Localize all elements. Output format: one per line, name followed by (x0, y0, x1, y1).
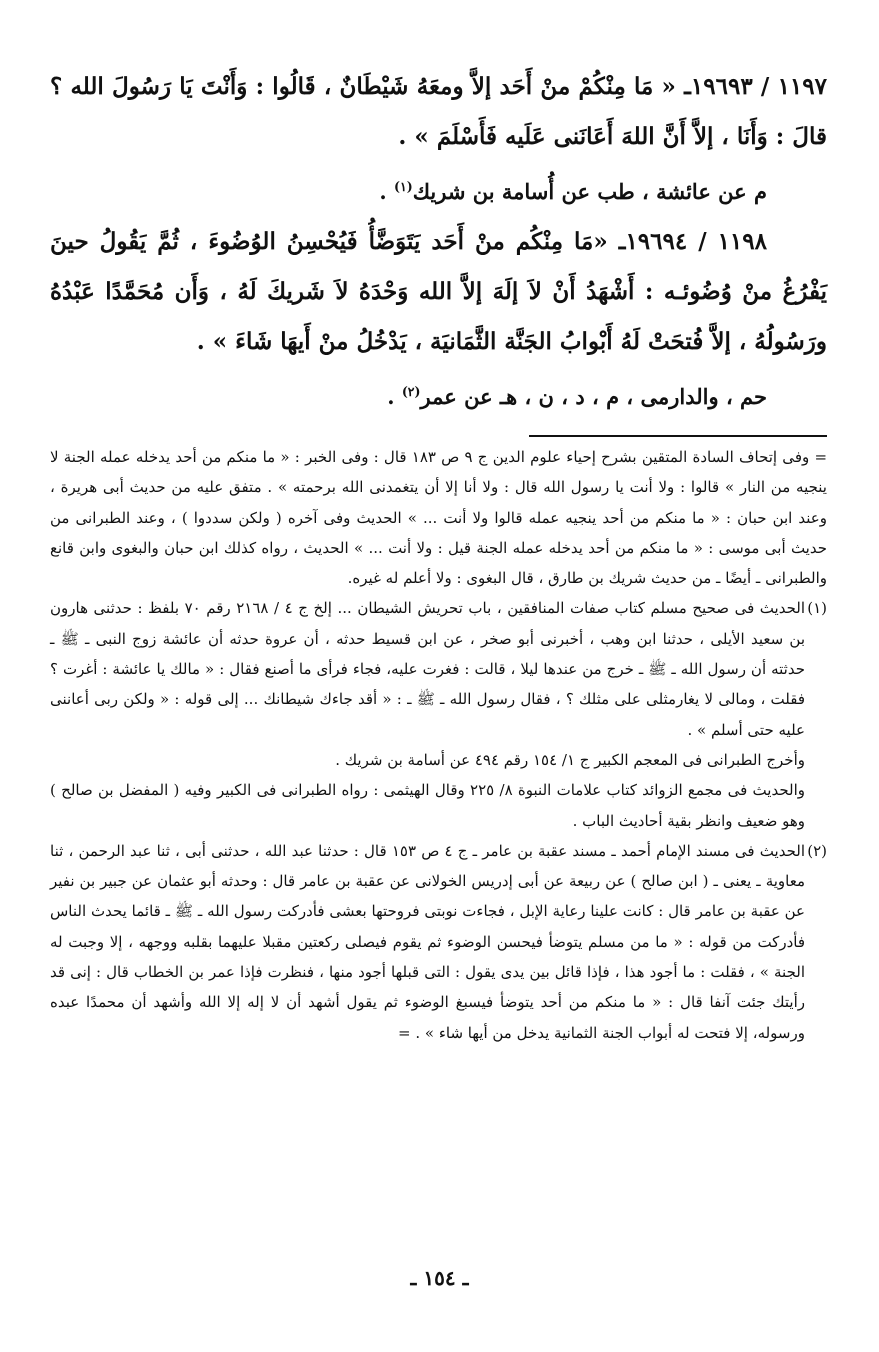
footnotes (50, 442, 827, 1048)
hadith-1197-source-end: . (379, 179, 394, 204)
footnote-1-number: (١) (807, 599, 827, 618)
footnote-2 (50, 836, 827, 1048)
hadith-1197-source-text: م عن عائشة ، طب عن أُسامة بن شريك (412, 179, 767, 204)
page-number: ـ ١٥٤ ـ (410, 1266, 469, 1290)
main-text (50, 62, 827, 422)
footnote-1-paragraph-3: والحديث فى مجمع الزوائد كتاب علامات النبوة ٨/ ٢٢٥ وقال الهيثمى : رواه الطبرانى فى الكبير وفيه ( المفضل بن صالح ) وهو ضعيف وانظر بقية أحاديث الباب . (50, 781, 806, 830)
hadith-1198-source (50, 367, 827, 422)
hadith-1198-text: ١١٩٨ / ١٩٦٩٤ـ «مَا مِنْكُم منْ أَحَد يَتَوَضَّأُ فَيُحْسِنُ الوُضُوءَ ، ثُمَّ يَقُولُ حينَ يَفْرُغُ منْ وُضُوئـه : أَشْهَدُ أَنْ لاَ إلَهَ إلاَّ الله وَحْدَهُ لاَ شَريكَ لَهُ ، وَأَن مُحَمَّدًا عَبْدُهُ ورَسُولُهُ ، إلاَّ فُتحَتْ لَهُ أَبْوابُ الجَنَّة الثَّمَانيَة ، يَدْخُلُ منْ أَيهَا شَاءَ » . (50, 228, 827, 355)
footnote-divider (529, 435, 827, 437)
hadith-1198-source-text: حم ، والدارمى ، م ، د ، ن ، هـ عن عمر (420, 384, 767, 409)
footnote-ref-2: (٢) (401, 384, 421, 399)
footnote-2-text: الحديث فى مسند الإمام أحمد ـ مسند عقبة بن عامر ـ ج ٤ ص ١٥٣ قال : حدثنا عبد الله ، حدثنى أبى ، ثنا عبد الرحمن ، ثنا معاوية ـ يعنى ـ ( ابن صالح ) عن ربيعة عن أبى إدريس الخولانى عن عقبة بن عامر قال : وحدثه أبو عثمان عن جبير بن نفير عن عقبة بن عامر قال : كانت علينا رعاية الإبل ، فجاءت نوبتى فروحتها بعشى فأدركت رسول الله ـ ﷺ ـ قائما يحدث الناس فأدركت من قوله : « ما من مسلم يتوضأ فيحسن الوضوء ثم يقوم فيصلى ركعتين مقبلا عليهما بقلبه ووجهه ، إلا وجبت له الجنة » ، فقلت : ما أجود هذا ، فإذا قائل بين يدى يقول : التى قبلها أجود منها ، فنظرت فإذا عمر بن الخطاب قال : إنى قد رأيتك جئت آنفا قال : « ما منكم من أحد يتوضأ فيسبغ الوضوء ثم يقول أشهد أن لا إله إلا الله وأشهد أن محمدًا عبده ورسوله، إلا فتحت له أبواب الجنة الثمانية يدخل من أيها شاء » . = (50, 841, 805, 1042)
footnote-1-text: الحديث فى صحيح مسلم كتاب صفات المنافقين ، باب تحريش الشيطان ... إلخ ج ٤ / ٢١٦٨ رقم ٧٠ بلفظ : حدثنى هارون بن سعيد الأيلى ، حدثنا ابن وهب ، أخبرنى أبو صخر ، عن ابن قسيط حدثه ، أن عروة حدثه أن عائشة زوج النبى ـ ﷺ ـ حدثته أن رسول الله ـ ﷺ ـ خرج من عندها ليلا ، قالت : فغرت عليه، فجاء فرأى ما أصنع فقال : « مالك يا عائشة : أغرت ؟ فقلت ، ومالى لا يغارمثلى على مثلك ؟ ، فقال رسول الله ـ ﷺ ـ : « أقد جاءك شيطانك ... إلى قوله : « ولكن ربى أعاننى عليه حتى أسلم » . (50, 599, 805, 739)
footnote-1 (50, 593, 827, 744)
hadith-1197-text: ١١٩٧ / ١٩٦٩٣ـ « مَا مِنْكُمْ منْ أَحَد إلاَّ ومعَهُ شَيْطَانٌ ، قَالُوا : وَأَنْتَ يَا رَسُولَ الله ؟ قالَ : وَأَنَا ، إلاَّ أَنَّ اللهَ أَعَانَنى عَلَيه فَأَسْلَمَ » . (50, 73, 827, 150)
hadith-1198-source-end: . (387, 384, 402, 409)
footnote-ref-1: (١) (394, 179, 413, 194)
footnote-1-paragraph-2: وأخرج الطبرانى فى المعجم الكبير ج ١/ ١٥٤ رقم ٤٩٤ عن أسامة بن شريك . (335, 750, 805, 769)
footnote-continuation: = وفى إتحاف السادة المتقين بشرح إحياء علوم الدين ج ٩ ص ١٨٣ قال : وفى الخبر : « ما منكم من أحد يدخله عمله الجنة لا ينجيه من النار » قالوا : ولا أنت يا رسول الله قال : ولا أنا إلا أن يتغمدنى الله برحمته » . متفق عليه من حديث أبى هريرة ، وعند ابن حبان : « ما منكم من أحد ينجيه عمله قالوا ولا أنت ... » الحديث وفى آخره ( ولكن سددوا ) ، وعند الطبرانى من حديث أبى موسى : « ما منكم من أحد يدخله عمله الجنة قيل : ولا أنت ... » الحديث ، رواه كذلك ابن حبان والبغوى وابن قانع والطبرانى ـ أيضًا ـ من حديث شريك بن طارق ، قال البغوى : ولا أعلم له غيره. (50, 448, 828, 588)
footnote-2-number: (٢) (807, 841, 827, 860)
hadith-1197-source (50, 162, 827, 217)
